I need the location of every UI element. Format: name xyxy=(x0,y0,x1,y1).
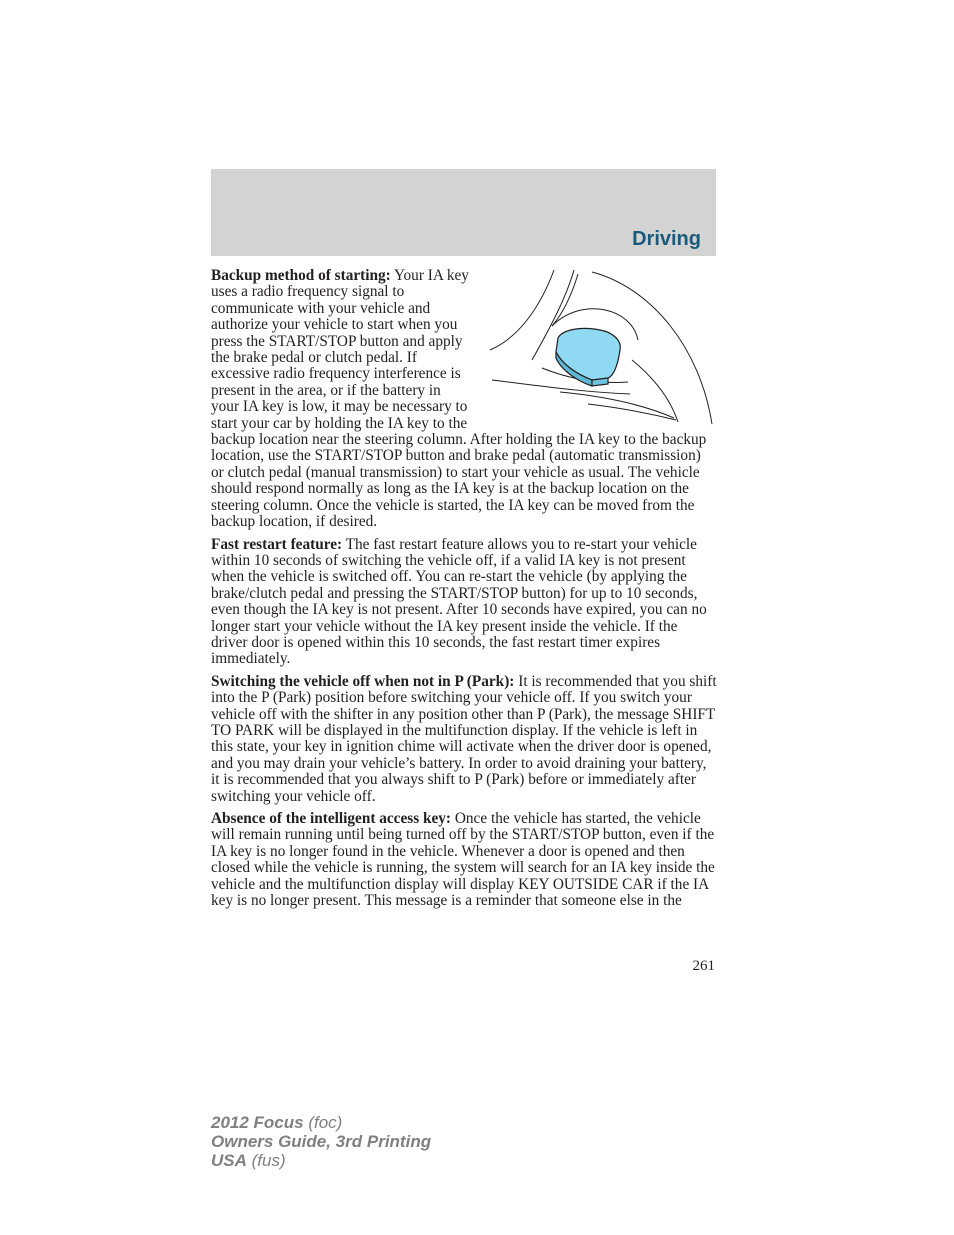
page-content xyxy=(211,268,717,915)
section-title: Driving xyxy=(632,228,701,250)
document-footer xyxy=(211,1113,431,1170)
steering-column-line xyxy=(552,274,578,326)
paragraph-heading: Absence of the intelligent access key: xyxy=(211,810,452,827)
footer-market: USA xyxy=(211,1151,247,1170)
section-header xyxy=(211,169,716,256)
paragraph xyxy=(211,674,717,805)
footer-line-market xyxy=(211,1151,431,1170)
paragraph-heading: Fast restart feature: xyxy=(211,535,343,553)
paragraph-text: It is recommended that you shift into the P (Park) position before switching your vehicle off. If you switch your vehicle off with the shifter in any position other than P (Park), the message SHIFT TO PARK will be displayed in the multifunction display. If the vehicle is left in this state, your key in ignition chime will activate when the driver door is opened, and you may drain your vehicle’s battery. In order to avoid draining your battery, it is recommended that you always shift to P (Park) before or immediately after switching your vehicle off. xyxy=(211,672,717,805)
paragraph xyxy=(211,537,717,668)
footer-line-guide xyxy=(211,1132,431,1151)
footer-model: 2012 Focus xyxy=(211,1113,304,1132)
page-number: 261 xyxy=(692,958,715,974)
paragraph-heading: Switching the vehicle off when not in P (Park): xyxy=(211,672,515,690)
paragraph-text: Your IA key uses a radio frequency signal to communicate with your vehicle and authorize your vehicle to start when you press the START/STOP button and apply the brake pedal or clutch pedal. If excessive radio frequency interference is present in the area, or if the battery in your IA key is low, it may be necessary to start your car by holding the IA key to the backup location near the steering column. After holding the IA key to the backup location, use the START/STOP button and brake pedal (automatic transmission) or clutch pedal (manual transmission) to start your vehicle as usual. The vehicle should respond normally as long as the IA key is at the backup location on the steering column. Once the vehicle is started, the IA key can be moved from the backup location, if desired. xyxy=(211,267,707,531)
paragraph xyxy=(211,811,717,909)
paragraph-text: The fast restart feature allows you to re-start your vehicle within 10 seconds of switching the vehicle off, if a valid IA key is not present when the vehicle is switched off. You can re-start the vehicle (by applying the brake/clutch pedal and pressing the START/STOP button) for up to 10 seconds, even though the IA key is not present. After 10 seconds have expired, you can no longer start your vehicle without the IA key present inside the vehicle. If the driver door is opened within this 10 seconds, the fast restart timer expires immediately. xyxy=(211,535,707,668)
footer-market-code: (fus) xyxy=(251,1151,286,1170)
footer-line-model xyxy=(211,1113,431,1132)
trim-line xyxy=(588,404,676,420)
paragraph-heading: Backup method of starting: xyxy=(211,267,391,284)
paragraph-text: Once the vehicle has started, the vehicle will remain running until being turned off by the START/STOP button, even if the IA key is no longer found in the vehicle. Whenever a door is opened and then closed while the vehicle is running, the system will search for an IA key inside the vehicle and the multifunction display will display KEY OUTSIDE CAR if the IA key is no longer present. This message is a reminder that someone else in the xyxy=(211,810,715,910)
trim-line xyxy=(560,392,674,418)
footer-guide: Owners Guide, 3rd Printing xyxy=(211,1132,432,1151)
footer-model-code: (foc) xyxy=(308,1113,343,1132)
ia-key-shape xyxy=(556,328,620,386)
ia-key-backup-location-icon xyxy=(482,268,717,428)
dash-line xyxy=(632,360,678,422)
